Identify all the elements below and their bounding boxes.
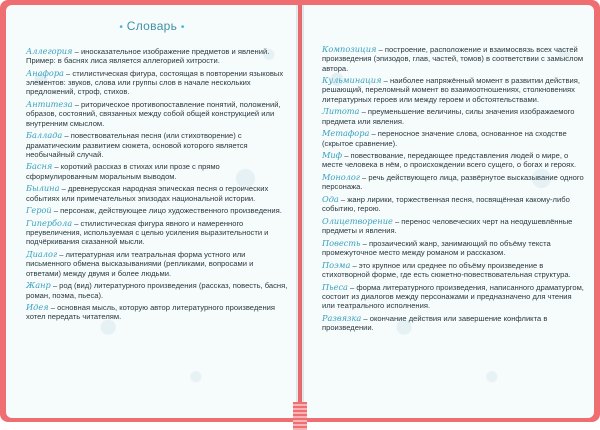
glossary-term: Жанр xyxy=(26,280,51,291)
glossary-entry: Герой – персонаж, действующее лицо художественного произведения. xyxy=(26,205,282,216)
glossary-entry: Пьеса – форма литературного произведения, написанного драматургом, состоит из диалогов между персонажами и предназначено для чтения или театрального исполнения. xyxy=(322,281,584,311)
glossary-entry: Композиция – построение, расположение и взаимосвязь всех частей произведения (эпизодов, глав, частей, томов) в соответствии с замыслом автора. xyxy=(322,44,584,73)
glossary-entry: Миф – повествование, передающее представления людей о мире, о месте человека в нём, о происхождении всего сущего, о богах и героях. xyxy=(322,150,577,170)
glossary-term: Герой xyxy=(26,205,52,216)
glossary-definition: стилистическая фигура явного и намеренного преувеличения, используемая с целью усиления выразительности и подчёркивания сказанной мысли. xyxy=(26,218,269,247)
glossary-definition: жанр лирики, торжественная песня, посвящённая какому-либо событию, герою. xyxy=(322,194,570,214)
glossary-definition: короткий рассказ в стихах или прозе с прямо сформулированным моральным выводом. xyxy=(26,162,220,181)
glossary-term: Ода xyxy=(322,193,339,204)
page-title xyxy=(6,19,298,33)
glossary-definition: форма литературного произведения, написанного драматургом, состоит из диалогов между персонажами и предназначено для чтения или театрального исполнения. xyxy=(322,282,584,311)
glossary-term: Аллегория xyxy=(26,46,73,56)
glossary-definition: древнерусская народная эпическая песня о героических событиях или примечательных эпизодах национальной истории. xyxy=(26,184,269,203)
title-text: Словарь xyxy=(126,19,178,33)
glossary-definition: прозаический жанр, занимающий по объёму текста промежуточное место между романом и рассказом. xyxy=(322,238,551,258)
glossary-term: Пьеса xyxy=(322,281,348,292)
title-dot-left: • xyxy=(119,22,124,33)
glossary-term: Гипербола xyxy=(26,217,73,228)
glossary-term: Метафора xyxy=(322,128,370,139)
glossary-entry: Кульминация – наиболее напряжённый момент в развитии действия, решающий, переломный момент во взаимоотношениях, столкновениях литературных героев или между героем и обстоятельствами. xyxy=(322,75,580,104)
glossary-term: Литота xyxy=(322,106,360,117)
glossary-term: Композиция xyxy=(322,44,377,54)
glossary-definition: литературная или театральная форма устного или письменного обмена высказываниями (репликами, вопросами и ответами) между двумя и более людьми. xyxy=(26,250,254,278)
glossary-entry: Басня – короткий рассказ в стихах или прозе с прямо сформулированным моральным выводом. xyxy=(26,161,220,181)
glossary-entry: Баллада – повествовательная песня (или стихотворение) с драматическим развитием сюжета, основой которого является необычайный случай. xyxy=(26,130,248,159)
glossary-term: Идея xyxy=(26,302,49,313)
glossary-term: Кульминация xyxy=(322,75,382,86)
glossary-definition: стилистическая фигура, состоящая в повторении языковых элементов: звуков, слова или группы слов в начале нескольких предложений, строф, стихов. xyxy=(26,68,284,97)
bookmark-ribbon xyxy=(293,402,307,430)
glossary-term: Антитеза xyxy=(26,99,73,110)
glossary-entry: Идея – основная мысль, которую автор литературного произведения хотел передать читателям. xyxy=(26,302,276,322)
glossary-definition: риторическое противопоставление понятий, положений, образов, состояний, связанных между собой общей конструкцией или внутренним смыслом. xyxy=(26,100,281,128)
glossary-entry: Аллегория – иносказательное изображение предметов и явлений. Пример: в баснях лиса является аллегорией хитрости. xyxy=(26,46,270,66)
glossary-term: Баллада xyxy=(26,130,63,141)
left-glossary-column xyxy=(26,47,288,325)
glossary-term: Былина xyxy=(26,183,60,194)
glossary-definition: переносное значение слова, основанное на сходстве (скрытое сравнение). xyxy=(322,129,567,148)
glossary-definition: преуменьшение величины, силы значения изображаемого предмета или явления. xyxy=(322,107,575,126)
glossary-term: Монолог xyxy=(322,172,360,183)
glossary-definition: построение, расположение и взаимосвязь всех частей произведения (эпизодов, глав, частей, томов) в соответствии с замыслом автора. xyxy=(322,45,584,73)
glossary-definition: наиболее напряжённый момент в развитии действия, решающий, переломный момент во взаимоотношениях, столкновениях литературных героев или между героем и обстоятельствами. xyxy=(322,76,580,104)
glossary-entry: Антитеза – риторическое противопоставление понятий, положений, образов, состояний, связанных между собой общей конструкцией или внутренним смыслом. xyxy=(26,99,281,128)
glossary-entry: Метафора – переносное значение слова, основанное на сходстве (скрытое сравнение). xyxy=(322,128,567,148)
glossary-term: Анафора xyxy=(26,67,64,78)
glossary-term: Диалог xyxy=(26,249,58,260)
glossary-entry: Былина – древнерусская народная эпическая песня о героических событиях или примечательных эпизодах национальной истории. xyxy=(26,183,269,203)
glossary-term: Олицетворение xyxy=(322,215,393,226)
title-dot-right: • xyxy=(180,22,185,33)
glossary-entry: Ода – жанр лирики, торжественная песня, посвящённая какому-либо событию, герою. xyxy=(322,193,570,214)
book-spine xyxy=(296,5,304,418)
glossary-entry: Жанр – род (вид) литературного произведения (рассказ, повесть, басня, роман, поэма, пьеса). xyxy=(26,280,288,300)
glossary-definition: персонаж, действующее лицо художественного произведения. xyxy=(60,206,282,216)
glossary-entry: Гипербола – стилистическая фигура явного и намеренного преувеличения, используемая с целью усиления выразительности и подчёркивания сказанной мысли. xyxy=(26,217,269,247)
glossary-definition: основная мысль, которую автор литературного произведения хотел передать читателям. xyxy=(26,303,276,322)
right-glossary-column xyxy=(322,45,584,336)
glossary-entry: Развязка – окончание действия или завершение конфликта в произведении. xyxy=(322,312,548,332)
glossary-term: Миф xyxy=(322,150,343,161)
glossary-entry: Монолог – речь действующего лица, развёрнутое высказывание одного персонажа. xyxy=(322,172,584,192)
glossary-entry: Поэма – это крупное или среднее по объёму произведение в стихотворной форме, где есть сюжетно-повествовательная структура. xyxy=(322,259,571,279)
glossary-definition: окончание действия или завершение конфликта в произведении. xyxy=(322,313,548,332)
glossary-definition: иносказательное изображение предметов и явлений. Пример: в баснях лиса является аллегорией хитрости. xyxy=(26,47,270,66)
glossary-definition: перенос человеческих черт на неодушевлённые предметы и явления. xyxy=(322,216,573,236)
glossary-entry: Олицетворение – перенос человеческих черт на неодушевлённые предметы и явления. xyxy=(322,215,573,236)
glossary-definition: это крупное или среднее по объёму произведение в стихотворной форме, где есть сюжетно-повествовательная структура. xyxy=(322,260,571,279)
glossary-entry: Литота – преуменьшение величины, силы значения изображаемого предмета или явления. xyxy=(322,106,575,126)
glossary-term: Басня xyxy=(26,161,53,172)
glossary-definition: повествование, передающее представления людей о мире, о месте человека в нём, о происхождении всего сущего, о богах и героях. xyxy=(322,151,577,170)
glossary-term: Поэма xyxy=(322,259,351,270)
left-page xyxy=(6,5,298,418)
glossary-term: Повесть xyxy=(322,237,361,248)
glossary-definition: речь действующего лица, развёрнутое высказывание одного персонажа. xyxy=(322,173,584,192)
glossary-entry: Диалог – литературная или театральная форма устного или письменного обмена высказываниями (репликами, вопросами и ответами) между двумя и более людьми. xyxy=(26,249,254,278)
glossary-definition: повествовательная песня (или стихотворение) с драматическим развитием сюжета, основой которого является необычайный случай. xyxy=(26,131,248,159)
right-page xyxy=(302,5,594,418)
glossary-entry: Анафора – стилистическая фигура, состоящая в повторении языковых элементов: звуков, слова или группы слов в начале нескольких предложений, строф, стихов. xyxy=(26,67,284,97)
glossary-definition: род (вид) литературного произведения (рассказ, повесть, басня, роман, поэма, пьеса). xyxy=(26,281,288,300)
glossary-term: Развязка xyxy=(322,312,362,323)
glossary-entry: Повесть – прозаический жанр, занимающий по объёму текста промежуточное место между романом и рассказом. xyxy=(322,237,551,258)
